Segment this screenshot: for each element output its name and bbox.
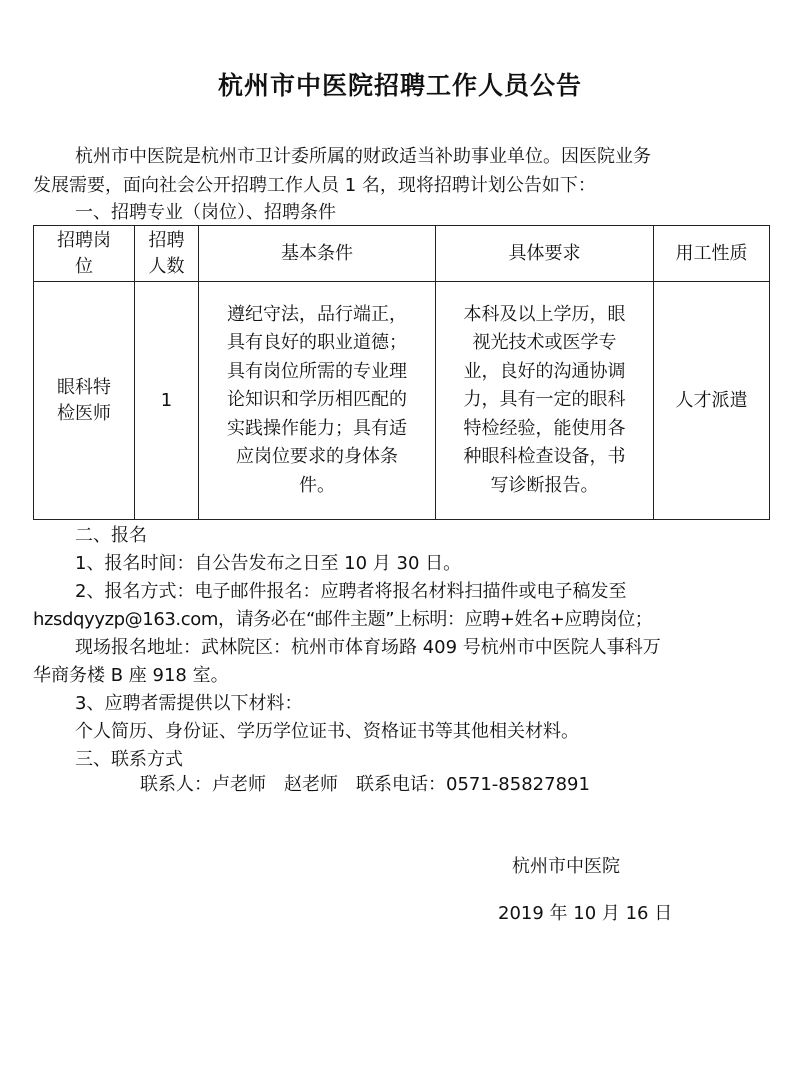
registration-address-line-2: 华商务楼 B 座 918 室。 (33, 665, 229, 686)
section-3-heading: 三、联系方式 (75, 749, 183, 770)
signature-organization: 杭州市中医院 (512, 856, 620, 877)
table-row (34, 282, 770, 520)
intro-line-1: 杭州市中医院是杭州市卫计委所属的财政适当补助事业单位。因医院业务 (75, 146, 651, 167)
registration-address-line-1: 现场报名地址：武林院区：杭州市体育场路 409 号杭州市中医院人事科万 (75, 637, 661, 658)
cell-specific-requirements: 本科及以上学历，眼 视光技术或医学专 业，良好的沟通协调 力，具有一定的眼科 特检经验，能使用各 种眼科检查设备，书 写诊断报告。 (436, 282, 654, 520)
registration-method-line-2: hzsdqyyzp@163.com，请务必在“邮件主题”上标明：应聘+姓名+应聘岗位； (33, 609, 653, 630)
section-2-heading: 二、报名 (75, 525, 147, 546)
cell-basic-conditions: 遵纪守法，品行端正， 具有良好的职业道德； 具有岗位所需的专业理 论知识和学历相匹配的 实践操作能力；具有适 应岗位要求的身体条 件。 (199, 282, 436, 520)
header-count: 招聘 人数 (135, 226, 199, 282)
contact-info: 联系人：卢老师 赵老师 联系电话：0571-85827891 (140, 774, 590, 795)
materials-heading: 3、应聘者需提供以下材料： (75, 693, 303, 714)
header-specific-requirements: 具体要求 (436, 226, 654, 282)
materials-list: 个人简历、身份证、学历学位证书、资格证书等其他相关材料。 (75, 721, 579, 742)
recruitment-table (33, 225, 770, 520)
section-1-heading: 一、招聘专业（岗位）、招聘条件 (75, 202, 336, 223)
header-employment-type: 用工性质 (654, 226, 770, 282)
cell-position: 眼科特 检医师 (34, 282, 135, 520)
cell-employment-type: 人才派遣 (654, 282, 770, 520)
registration-method-line-1: 2、报名方式：电子邮件报名：应聘者将报名材料扫描件或电子稿发至 (75, 581, 627, 602)
notice-title: 杭州市中医院招聘工作人员公告 (217, 71, 582, 100)
registration-time: 1、报名时间：自公告发布之日至 10 月 30 日。 (75, 553, 462, 574)
header-basic-conditions: 基本条件 (199, 226, 436, 282)
cell-count: 1 (135, 282, 199, 520)
intro-line-2: 发展需要，面向社会公开招聘工作人员 1 名，现将招聘计划公告如下： (33, 175, 596, 196)
header-position: 招聘岗 位 (34, 226, 135, 282)
table-header-row (34, 226, 770, 282)
signature-date: 2019 年 10 月 16 日 (498, 903, 673, 924)
